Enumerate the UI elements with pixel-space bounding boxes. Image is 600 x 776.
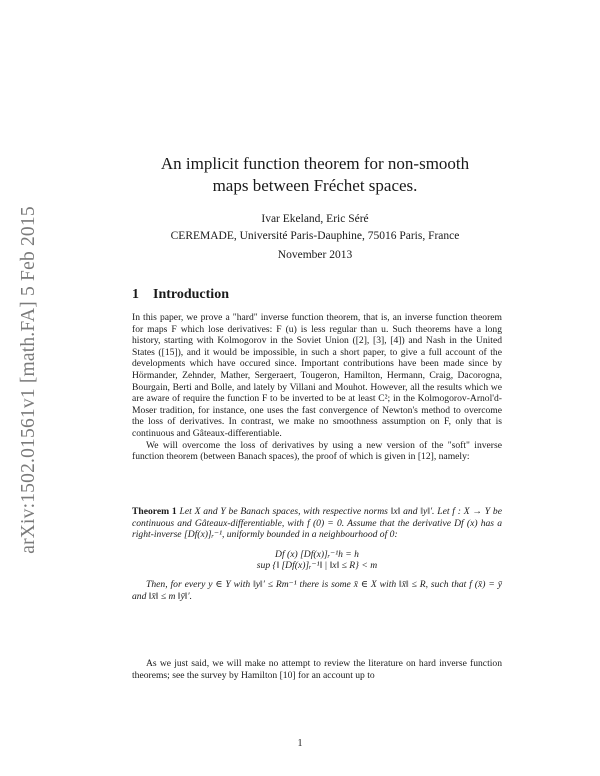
section-heading (132, 287, 229, 303)
intro-body (132, 312, 502, 463)
paragraph-3: As we just said, we will make no attempt to review the literature on hard inverse function theorems; see the survey by Hamilton [10] for an account up to (132, 658, 502, 681)
arxiv-stamp-text: arXiv:1502.01561v1 [math.FA] 5 Feb 2015 (18, 206, 40, 554)
equation-1: Df (x) [Df(x)]ᵣ⁻¹h = h (275, 548, 359, 560)
theorem-text: Let X and Y be Banach spaces, with respective norms ‖x‖ and ‖y‖′. Let f : X → Y be continuous and Gâteaux-differentiable, with f (0) = 0. Assume that the derivative Df (x) has a right-inverse [Df(x)]ᵣ⁻¹, uniformly bounded in a neighbourhood of 0: (132, 506, 502, 541)
theorem-conclusion: Then, for every y ∈ Y with ‖y‖′ ≤ Rm⁻¹ there is some x̄ ∈ X with ‖x̄‖ ≤ R, such that f (x̄) = ȳ and ‖x̄‖ ≤ m ‖ȳ‖′. (132, 578, 502, 602)
page-number: 1 (297, 738, 303, 749)
authors: Ivar Ekeland, Eric Séré (261, 213, 369, 225)
paragraph-2: We will overcome the loss of derivatives by using a new version of the "soft" inverse function theorem (between Banach spaces), the proof of which is given in [12], namely: (132, 439, 502, 463)
theorem-label: Theorem 1 (132, 506, 177, 517)
theorem-block (132, 506, 502, 602)
title-line-1: An implicit function theorem for non-smooth (160, 154, 470, 173)
paper-title (100, 153, 530, 197)
section-number: 1 (132, 287, 139, 302)
title-line-2: maps between Fréchet spaces. (212, 176, 418, 195)
section-title: Introduction (153, 287, 229, 302)
paper-date: November 2013 (277, 249, 353, 261)
paragraph-1: In this paper, we prove a "hard" inverse function theorem, that is, an inverse function theorem for maps F which lose derivatives: F (u) is less regular than u. Such theorems have a long history, starting with Kolmogorov in the Soviet Union ([2], [3], [4]) and Nash in the United States ([15]), and it would be impossible, in such a short paper, to give a full account of the developments which have occured since. Important contributions have been made since by Hörmander, Zehnder, Mather, Sergeraert, Tougeron, Hamilton, Hermann, Craig, Dacorogna, Bourgain, Berti and Bolle, and lately by Villani and Mouhot. However, all the results which we are aware of require the function F to be inverted to be at least C²; in the Kolmogorov-Arnol'd-Moser tradition, for instance, one uses the fast convergence of Newton's method to overcome the loss of derivatives. In contrast, we make no smoothness assumption on F, only that is continuous and Gâteaux-differentiable. (132, 312, 502, 439)
paragraph-3-block (132, 658, 502, 681)
equation-2: sup {‖ [Df(x)]ᵣ⁻¹‖ | ‖x‖ ≤ R} < m (256, 560, 378, 572)
author-block (100, 211, 530, 245)
arxiv-stamp (14, 180, 44, 580)
affiliation: CEREMADE, Université Paris-Dauphine, 75016 Paris, France (170, 230, 460, 242)
